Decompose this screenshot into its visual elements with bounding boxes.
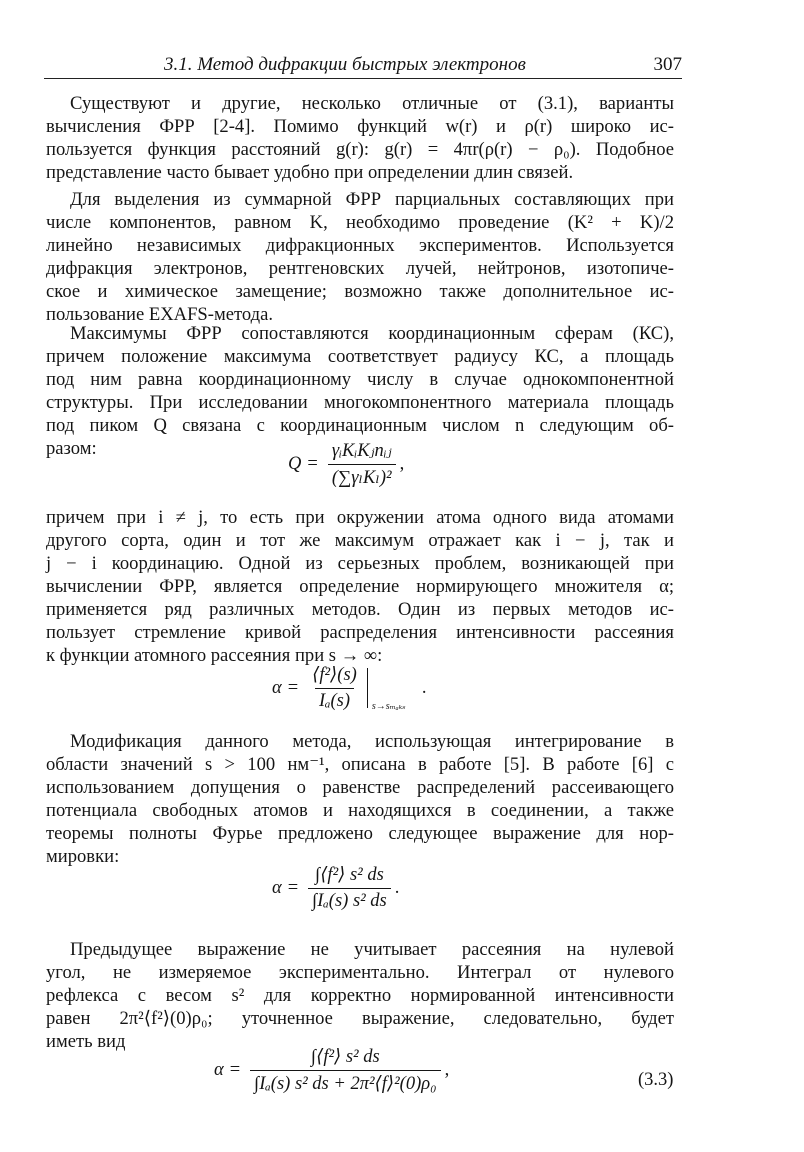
text-line: иметь вид (46, 1031, 126, 1052)
formula-q-numerator: γᵢKᵢKⱼnᵢⱼ (331, 441, 392, 461)
formula-alpha-3-punct: , (444, 1060, 450, 1080)
formula-q-lhs: Q (288, 454, 302, 474)
paragraph-4 (46, 506, 674, 667)
evaluation-limit: s→sₘₐₖₛ (371, 701, 406, 712)
formula-alpha-1-punct: . (421, 677, 427, 698)
text-line: Предыдущее выражение не учитывает рассеяния на нулевой (70, 939, 674, 960)
formula-alpha-2-lhs: α (272, 877, 282, 898)
text-line: потенциала свободных атомов и находящихся в соединении, а также (46, 800, 674, 821)
text-line: Для выделения из суммарной ФРР парциальных составляющих при (70, 189, 674, 210)
formula-alpha-1-fraction (308, 664, 361, 712)
text-line: применяется ряд различных методов. Один из первых методов ис- (46, 599, 674, 620)
text-line: j − i координацию. Одной из серьезных проблем, возникающей при (46, 553, 674, 574)
text-line: к функции атомного рассеяния при s → ∞: (46, 645, 383, 666)
text-line: причем при i ≠ j, то есть при окружении атома одного вида атомами (46, 507, 674, 528)
text-line: структуры. При исследовании многокомпонентного материала площадь (46, 392, 674, 413)
formula-alpha-3-numerator: ∫⟨f²⟩ s² ds (311, 1047, 380, 1067)
text-line: теоремы полноты Фурье предложено следующее выражение для нор- (46, 823, 674, 844)
text-line: Максимумы ФРР сопоставляются координационным сферам (КС), (70, 323, 674, 344)
paragraph-6 (46, 938, 674, 1053)
text-line: пользование EXAFS-метода. (46, 304, 273, 325)
formula-alpha-3-fraction (250, 1046, 440, 1095)
formula-q (288, 440, 404, 489)
text-line: пользует стремление кривой распределения интенсивности рассеяния (46, 622, 674, 643)
formula-alpha-2-punct: . (394, 877, 400, 898)
text-line: мировки: (46, 846, 120, 867)
paragraph-5 (46, 730, 674, 868)
text-line: Существуют и другие, несколько отличные от (3.1), варианты (70, 93, 674, 114)
text-line: области значений s > 100 нм⁻¹, описана в работе [5]. В работе [6] с (46, 754, 674, 775)
text-line: ское и химическое замещение; возможно также дополнительное ис- (46, 281, 674, 302)
formula-alpha-3 (214, 1046, 449, 1095)
formula-alpha-3-lhs: α (214, 1060, 224, 1080)
text-line: Модификация данного метода, использующая интегрирование в (70, 731, 674, 752)
text-line: рефлекса с весом s² для корректно нормированной интенсивности (46, 985, 674, 1006)
text-line: пользуется функция расстояний g(r): g(r) = 4πr(ρ(r) − ρ₀). Подобное (46, 139, 674, 160)
formula-q-denominator: (∑γₗKₗ)² (328, 464, 396, 489)
formula-alpha-1-lhs: α (272, 677, 282, 698)
text-line: числе компонентов, равном K, необходимо проведение (K² + K)/2 (46, 212, 674, 233)
formula-q-fraction (328, 440, 396, 489)
page-number: 307 (653, 54, 682, 75)
equals-sign: = (287, 677, 299, 698)
text-line: использованием допущения о равенстве распределений рассеивающего (46, 777, 674, 798)
running-header-title: 3.1. Метод дифракции быстрых электронов (164, 54, 526, 75)
formula-alpha-2-fraction (308, 864, 391, 912)
paragraph-2 (46, 188, 674, 326)
text-line: под пиком Q связана с координационным числом n следующим об- (46, 415, 674, 436)
formula-alpha-2-numerator: ∫⟨f²⟩ s² ds (315, 865, 384, 885)
text-line: дифракция электронов, рентгеновских лучей, нейтронов, изотопиче- (46, 258, 674, 279)
formula-alpha-2-denominator: ∫Iₐ(s) s² ds (308, 888, 391, 912)
formula-alpha-1-numerator: ⟨f²⟩(s) (312, 665, 357, 685)
text-line: другого сорта, один и тот же максимум отражает как i − j, так и (46, 530, 674, 551)
equals-sign: = (229, 1060, 241, 1080)
formula-alpha-1 (272, 664, 426, 712)
equation-number: (3.3) (638, 1070, 674, 1090)
equals-sign: = (307, 454, 318, 474)
text-line: равен 2π²⟨f²⟩(0)ρ₀; уточненное выражение, следовательно, будет (46, 1008, 674, 1029)
text-line: разом: (46, 438, 97, 459)
formula-alpha-2 (272, 864, 399, 912)
text-line: представление часто бывает удобно при определении длин связей. (46, 162, 574, 183)
text-line: вычисления ФРР [2-4]. Помимо функций w(r) и ρ(r) широко ис- (46, 116, 674, 137)
text-line: под ним равна координационному числу в случае однокомпонентной (46, 369, 674, 390)
text-line: причем положение максимума соответствует радиусу КС, а площадь (46, 346, 674, 367)
evaluation-bar (367, 668, 406, 712)
formula-alpha-3-denominator: ∫Iₐ(s) s² ds + 2π²⟨f⟩²(0)ρ₀ (250, 1070, 440, 1095)
text-line: вычислении ФРР, является определение нормирующего множителя α; (46, 576, 674, 597)
equals-sign: = (287, 877, 299, 898)
paragraph-1 (46, 92, 674, 184)
text-line: линейно независимых дифракционных экспериментов. Используется (46, 235, 674, 256)
formula-q-punct: , (399, 454, 405, 474)
running-header (44, 52, 682, 79)
text-line: угол, не измеряемое экспериментально. Интеграл от нулевого (46, 962, 674, 983)
formula-alpha-1-denominator: Iₐ(s) (315, 688, 354, 712)
